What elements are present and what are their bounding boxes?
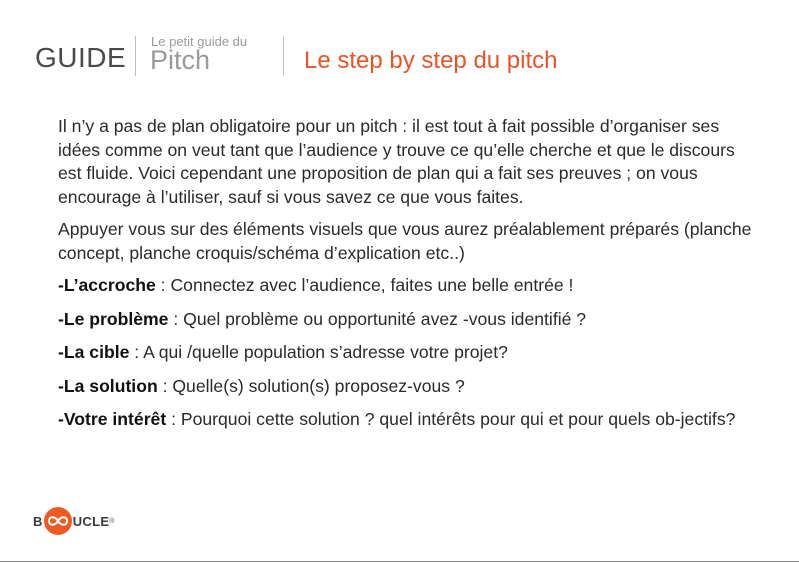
list-item xyxy=(58,408,758,432)
guide-subtitle-small: Le petit guide du xyxy=(151,34,248,49)
visual-tip-paragraph: Appuyer vous sur des éléments visuels que vous aurez préalablement préparés (planche concept, planche croquis/schéma d’explication etc..) xyxy=(58,219,752,263)
intro-paragraph: Il n’y a pas de plan obligatoire pour un pitch : il est tout à fait possible d’organiser ses idées comme on veut tant que l’audience y trouve ce qu’elle cherche et que le discours est fluide. Voici cependant une proposition de plan qui a fait ses preuves ; on vous encourage à l’utiliser, sauf si vous savez ce que vous faites. xyxy=(58,116,735,207)
footer-divider xyxy=(0,561,799,562)
item-term: -La cible xyxy=(58,342,130,362)
item-text: : Pourquoi cette solution ? quel intérêts pour qui et pour quels ob-jectifs? xyxy=(166,409,736,429)
item-text: : Quel problème ou opportunité avez -vous identifié ? xyxy=(168,308,587,329)
header-divider xyxy=(135,36,136,76)
header-divider xyxy=(283,36,284,76)
item-text: : Connectez avec l’audience, faites une belle entrée ! xyxy=(155,275,574,295)
list-item xyxy=(58,274,758,298)
guide-label: GUIDE xyxy=(35,42,127,73)
registered-icon: ® xyxy=(109,517,115,525)
item-term: -Le problème xyxy=(58,308,169,329)
logo-prefix: B xyxy=(33,513,43,529)
item-text: : A qui /quelle population s’adresse votre projet? xyxy=(129,342,508,362)
list-item xyxy=(58,308,758,332)
list-item xyxy=(58,375,758,399)
guide-subtitle-big: Pitch xyxy=(150,45,211,75)
item-term: -Votre intérêt xyxy=(58,409,167,429)
item-term: -L’accroche xyxy=(58,275,156,295)
list-item xyxy=(58,341,758,365)
boucle-logo xyxy=(33,508,114,534)
slide-title: Le step by step du pitch xyxy=(304,47,558,74)
item-term: -La solution xyxy=(58,375,158,396)
slide-header xyxy=(0,0,799,90)
slide-body xyxy=(58,115,758,442)
infinity-circle-icon xyxy=(44,507,72,535)
logo-suffix: UCLE xyxy=(72,513,110,529)
item-text: : Quelle(s) solution(s) proposez-vous ? xyxy=(157,375,465,396)
